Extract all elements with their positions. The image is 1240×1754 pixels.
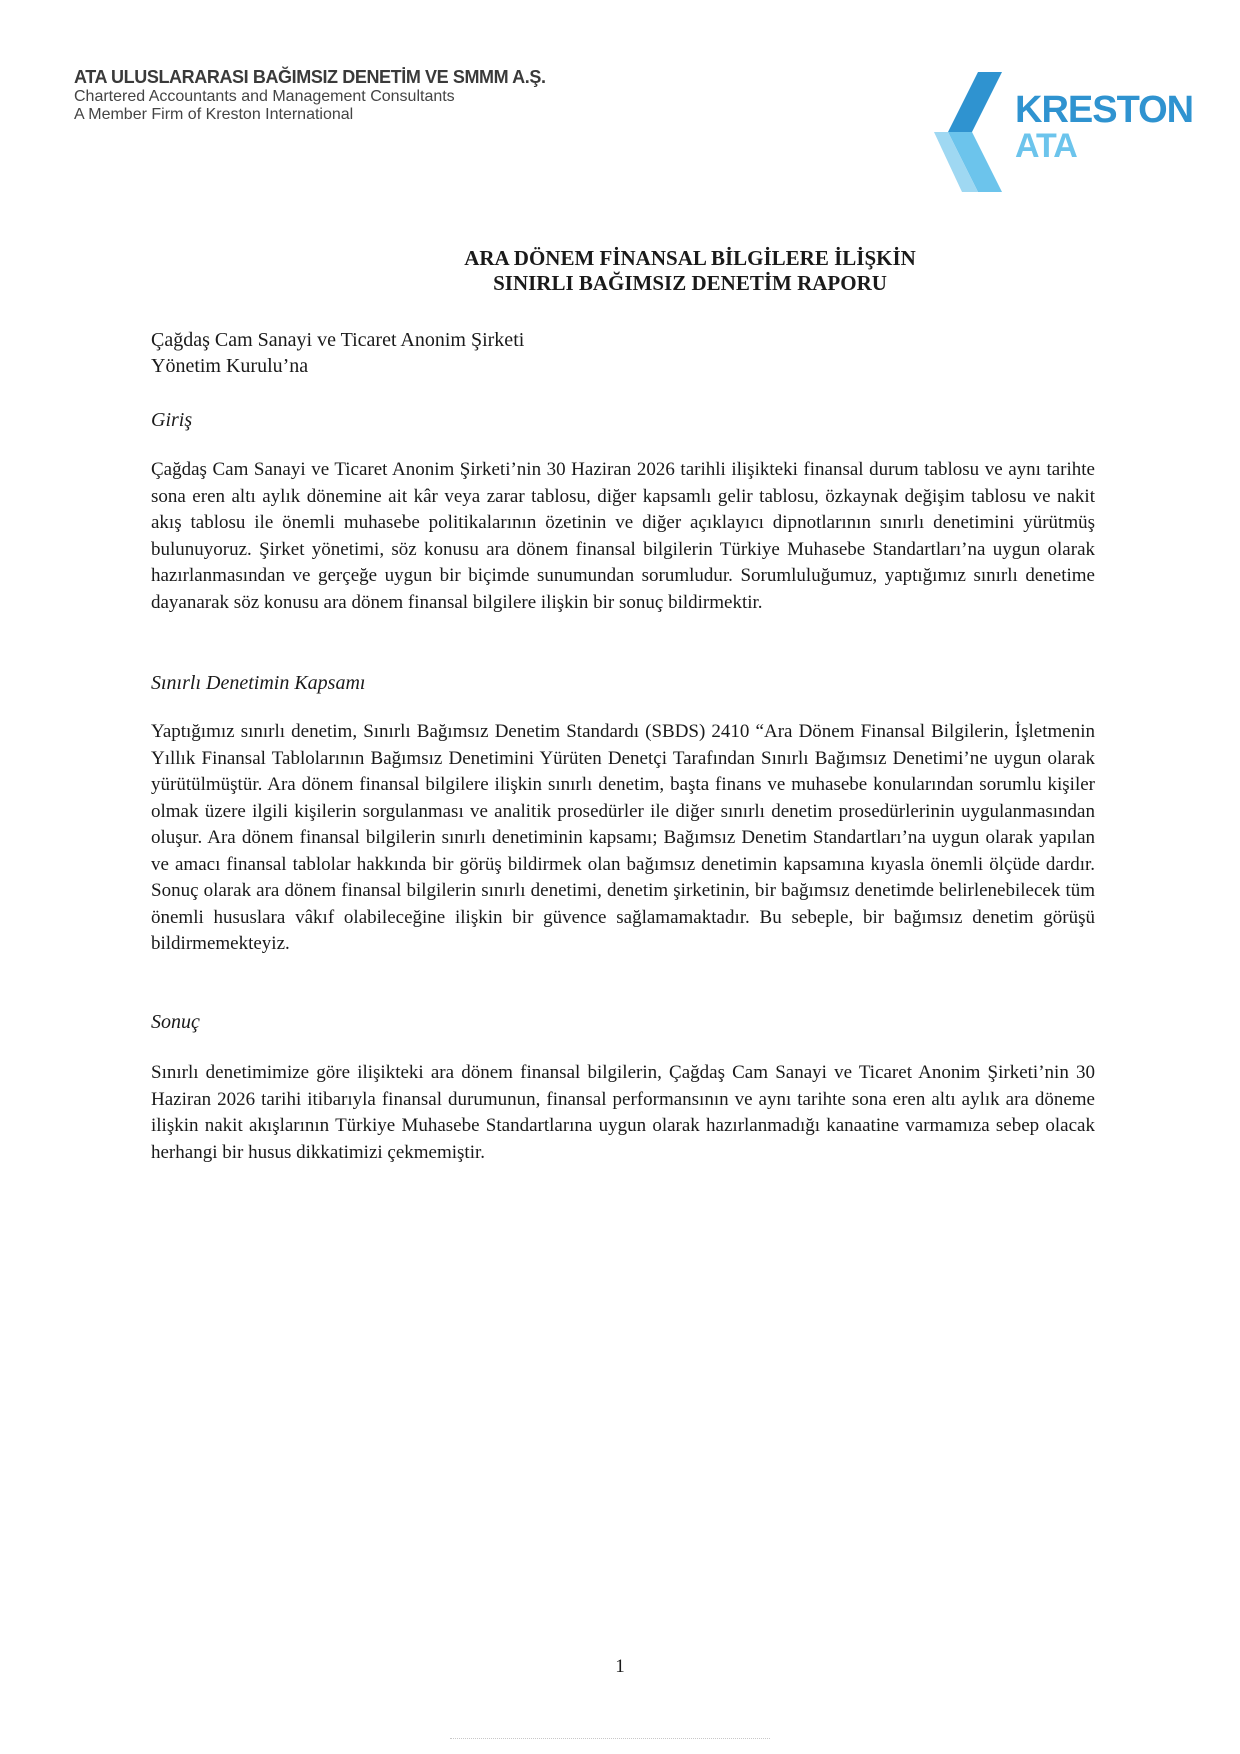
letterhead xyxy=(74,66,546,124)
addressee-board: Yönetim Kurulu’na xyxy=(151,355,309,377)
page-number: 1 xyxy=(615,1656,625,1677)
firm-tagline: Chartered Accountants and Management Consultants xyxy=(74,88,455,105)
logo-word-ata: ATA xyxy=(1015,127,1077,165)
kreston-ata-logo xyxy=(932,70,1192,198)
firm-name: ATA ULUSLARARASI BAĞIMSIZ DENETİM VE SMMM A.Ş. xyxy=(74,67,546,87)
addressee xyxy=(151,327,524,379)
section-body-sonuc: Sınırlı denetimimize göre ilişikteki ara dönem finansal bilgilerin, Çağdaş Cam Sanayi ve Ticaret Anonim Şirketi’nin 30 Haziran 2026 tarihi itibarıyla finansal durumunun, finansal performansının ve aynı tarihte sona eren altı aylık ara döneme ilişkin nakit akışlarının Türkiye Muhasebe Standartlarına uygun olarak hazırlanmadığı kanaatine varmamıza sebep olacak herhangi bir husus dikkatimizi çekmemiştir. xyxy=(151,1062,1095,1163)
report-title xyxy=(300,246,1080,296)
section-body-kapsam: Yaptığımız sınırlı denetim, Sınırlı Bağımsız Denetim Standardı (SBDS) 2410 “Ara Dönem Finansal Bilgilerin, İşletmenin Yıllık Finansal Tablolarının Bağımsız Denetimini Yürüten Denetçi Tarafından Sınırlı Bağımsız Denetimi’ne uygun olarak yürütülmüştür. Ara dönem finansal bilgilere ilişkin sınırlı denetim, başta finans ve muhasebe konularından sorumlu kişiler olmak üzere ilgili kişilerin sorgulanması ve analitik prosedürler ile diğer sınırlı denetim prosedürlerinin uygulanmasından oluşur. Ara dönem finansal bilgilerin sınırlı denetiminin kapsamı; Bağımsız Denetim Standartları’na uygun olarak yapılan ve amacı finansal tablolar hakkında bir görüş bildirmek olan bağımsız denetimin kapsamına kıyasla önemli ölçüde dardır. Sonuç olarak ara dönem finansal bilgilerin sınırlı denetimi, denetim şirketinin, bir bağımsız denetimde belirlenebilecek tüm önemli hususlara vâkıf olabileceğine ilişkin bir güvence sağlamamaktadır. Bu sebeple, bir bağımsız denetim görüşü bildirmemekteyiz. xyxy=(151,721,1095,954)
firm-membership: A Member Firm of Kreston International xyxy=(74,106,354,123)
footer-rule xyxy=(450,1738,770,1739)
section-heading-kapsam: Sınırlı Denetimin Kapsamı xyxy=(151,672,366,694)
section-heading-sonuc: Sonuç xyxy=(151,1011,200,1033)
section-body-giris: Çağdaş Cam Sanayi ve Ticaret Anonim Şirketi’nin 30 Haziran 2026 tarihli ilişikteki finansal durum tablosu ve aynı tarihte sona eren altı aylık dönemine ait kâr veya zarar tablosu, diğer kapsamlı gelir tablosu, özkaynak değişim tablosu ve nakit akış tablosu ile önemli muhasebe politikalarının özetinin ve diğer açıklayıcı dipnotlarının sınırlı denetimini yürütmüş bulunuyoruz. Şirket yönetimi, söz konusu ara dönem finansal bilgilerin Türkiye Muhasebe Standartları’na uygun olarak hazırlanmasından ve gerçeğe uygun bir biçimde sunumundan sorumludur. Sorumluluğumuz, yaptığımız sınırlı denetime dayanarak söz konusu ara dönem finansal bilgilere ilişkin bir sonuç bildirmektir. xyxy=(151,459,1095,613)
section-heading-giris: Giriş xyxy=(151,409,193,431)
addressee-company: Çağdaş Cam Sanayi ve Ticaret Anonim Şirketi xyxy=(151,329,525,351)
kreston-chevron-icon xyxy=(932,70,1022,198)
report-title-line1: ARA DÖNEM FİNANSAL BİLGİLERE İLİŞKİN xyxy=(464,246,916,270)
logo-word-kreston: KRESTON xyxy=(1015,89,1194,131)
report-title-line2: SINIRLI BAĞIMSIZ DENETİM RAPORU xyxy=(493,271,887,295)
